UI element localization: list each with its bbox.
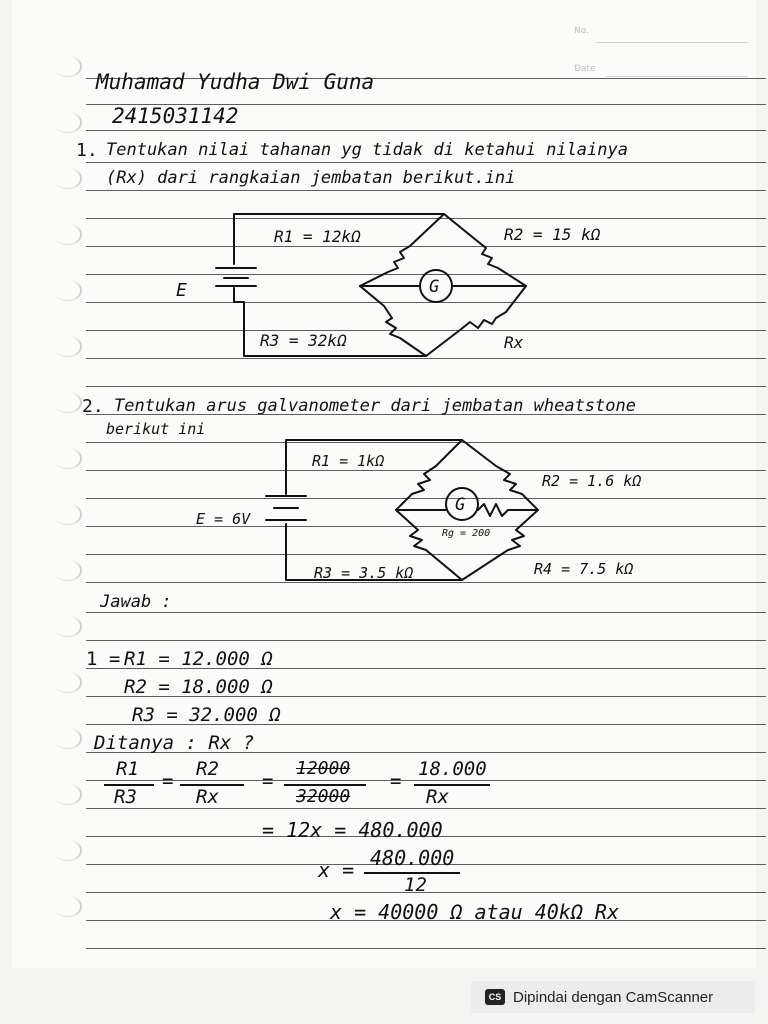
ruled-line (86, 582, 766, 583)
step-2-numerator: 480.000 (370, 846, 455, 870)
question-1-text-line2: (Rx) dari rangkaian jembatan berikut.ini (106, 168, 516, 188)
ruled-line (86, 190, 766, 191)
circuit2-source-label: E = 6V (196, 510, 251, 528)
ruled-line (86, 640, 766, 641)
step-2-lhs: x = (318, 858, 355, 882)
binder-hole (54, 896, 82, 917)
binder-hole (54, 224, 82, 245)
given-value: R2 = 18.000 Ω (124, 676, 273, 698)
answer-number: 1 = (86, 648, 121, 670)
question-1-text-line1: Tentukan nilai tahanan yg tidak di ketahui nilainya (106, 140, 628, 160)
circuit1-r2-label: R2 = 15 kΩ (504, 225, 601, 244)
final-result: x = 40000 Ω atau 40kΩ Rx (330, 900, 619, 924)
ruled-line (86, 554, 766, 555)
camscanner-logo-icon: CS (485, 989, 505, 1005)
circuit2-galvanometer-label: G (455, 495, 466, 515)
binder-hole (54, 560, 82, 581)
ratio-mid-denominator: Rx (196, 786, 219, 808)
binder-hole (54, 280, 82, 301)
ruled-line (86, 526, 766, 527)
circuit1-galvanometer-label: G (429, 277, 440, 297)
ratio-value-denominator: 32000 (296, 786, 351, 807)
camscanner-text: Dipindai dengan CamScanner (513, 988, 714, 1006)
circuit1-r3-label: R3 = 32kΩ (260, 331, 347, 350)
ruled-line (86, 246, 766, 247)
ruled-line (86, 218, 766, 219)
ruled-line (86, 808, 766, 809)
date-line (606, 76, 748, 77)
ruled-line (86, 470, 766, 471)
circuit1-r1-label: R1 = 12kΩ (274, 227, 361, 246)
ruled-line (86, 498, 766, 499)
ruled-line (86, 330, 766, 331)
equals-sign: = (390, 770, 402, 792)
step-2-denominator: 12 (404, 874, 427, 896)
ruled-line (86, 130, 766, 131)
binder-hole (54, 168, 82, 189)
circuit2-r4-label: R4 = 7.5 kΩ (534, 560, 634, 578)
binder-hole (54, 56, 82, 77)
given-value: R3 = 32.000 Ω (132, 704, 281, 726)
asked-value: Ditanya : Rx ? (94, 732, 255, 754)
page-number-line (596, 42, 748, 43)
ratio-mid-numerator: R2 (196, 758, 219, 780)
ratio-value2-denominator: Rx (426, 786, 449, 808)
binder-hole (54, 784, 82, 805)
ruled-line (86, 442, 766, 443)
camscanner-watermark (471, 981, 755, 1013)
circuit1-rx-label: Rx (504, 333, 524, 352)
given-value: R1 = 12.000 Ω (124, 648, 273, 670)
circuit2-r1-label: R1 = 1kΩ (312, 452, 385, 470)
ruled-line (86, 386, 766, 387)
binder-hole (54, 616, 82, 637)
ruled-line (86, 948, 766, 949)
circuit2-r3-label: R3 = 3.5 kΩ (314, 564, 414, 582)
student-id: 2415031142 (112, 104, 239, 128)
circuit2-rg-label: Rg = 200 (442, 528, 491, 539)
binder-hole (54, 504, 82, 525)
binder-hole (54, 728, 82, 749)
ratio-value2-numerator: 18.000 (418, 758, 487, 780)
binder-hole (54, 112, 82, 133)
binder-hole (54, 840, 82, 861)
ruled-line (86, 274, 766, 275)
ratio-left-numerator: R1 (116, 758, 139, 780)
circuit1-source-label: E (176, 280, 187, 301)
question-2-text-line1: Tentukan arus galvanometer dari jembatan wheatstone (114, 396, 636, 416)
equals-sign: = (262, 770, 274, 792)
ruled-line (86, 302, 766, 303)
binder-hole (54, 336, 82, 357)
answer-heading: Jawab : (100, 592, 172, 612)
date-label: Date (574, 64, 596, 74)
ruled-line (86, 162, 766, 163)
circuit2-r2-label: R2 = 1.6 kΩ (542, 472, 642, 490)
page-number-label: No. (574, 26, 589, 36)
ruled-line (86, 358, 766, 359)
question-2-number: 2. (82, 396, 104, 417)
binder-hole (54, 448, 82, 469)
ruled-line (86, 612, 766, 613)
ratio-value-numerator: 12000 (296, 758, 351, 779)
equals-sign: = (162, 770, 174, 792)
student-name: Muhamad Yudha Dwi Guna (96, 70, 375, 94)
step-1: = 12x = 480.000 (262, 818, 443, 842)
ratio-left-denominator: R3 (114, 786, 137, 808)
question-1-number: 1. (76, 140, 98, 161)
ruled-line (86, 780, 766, 781)
binder-hole (54, 672, 82, 693)
binder-hole (54, 392, 82, 413)
question-2-text-line2: berikut ini (106, 420, 206, 438)
